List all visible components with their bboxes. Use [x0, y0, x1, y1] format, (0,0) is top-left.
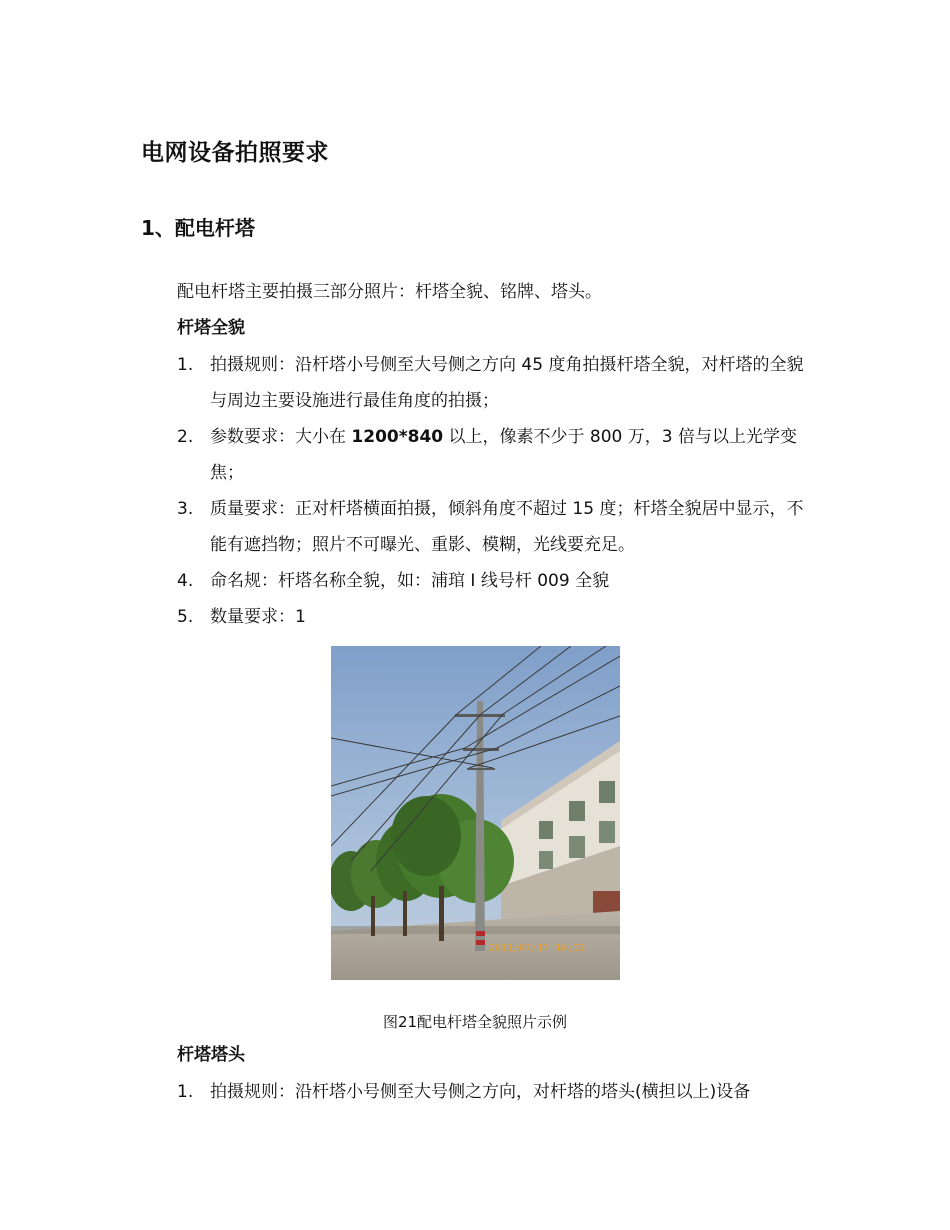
list-item: [177, 1074, 817, 1110]
list-item: [177, 347, 817, 419]
list-item-text: 质量要求：正对杆塔横面拍摄，倾斜角度不超过 15 度；杆塔全貌居中显示，不能有遮挡物；照片不可曝光、重影、模糊，光线要充足。: [210, 499, 804, 555]
list-item-number: 1.: [177, 355, 194, 375]
list-item-number: 4.: [177, 571, 194, 591]
section-heading: 1、配电杆塔: [141, 216, 255, 240]
photo-timestamp: 2011/07/17 16:32: [489, 943, 586, 954]
list-item-text-post: 以上，像素不少于 800 万，3 倍与以上光学变焦；: [210, 427, 797, 483]
intro-paragraph: 配电杆塔主要拍摄三部分照片：杆塔全貌、铭牌、塔头。: [177, 282, 602, 302]
tower-head-rules-list: [177, 1074, 817, 1110]
subsection-heading-tower-head: 杆塔塔头: [177, 1045, 245, 1065]
utility-pole-photo: [331, 646, 620, 980]
figure-caption: 图21配电杆塔全貌照片示例: [382, 1013, 568, 1031]
list-item-text: 拍摄规则：沿杆塔小号侧至大号侧之方向 45 度角拍摄杆塔全貌，对杆塔的全貌与周边主要设施进行最佳角度的拍摄；: [210, 355, 804, 411]
list-item: [177, 563, 817, 599]
list-item-text-pre: 参数要求：大小在: [210, 427, 352, 447]
list-item: [177, 491, 817, 563]
list-item-text: 命名规：杆塔名称全貌，如：浦琯 I 线号杆 009 全貌: [210, 571, 610, 591]
list-item-text: 数量要求：1: [210, 607, 306, 627]
list-item-text-bold: 1200*840: [351, 427, 444, 447]
list-item-text: 拍摄规则：沿杆塔小号侧至大号侧之方向，对杆塔的塔头(横担以上)设备: [210, 1082, 751, 1102]
overview-rules-list: [177, 347, 817, 635]
list-item-number: 5.: [177, 607, 194, 627]
list-item: [177, 419, 817, 491]
list-item-number: 1.: [177, 1082, 194, 1102]
document-title: 电网设备拍照要求: [141, 140, 329, 166]
list-item-number: 3.: [177, 499, 194, 519]
list-item-number: 2.: [177, 427, 194, 447]
subsection-heading-overview: 杆塔全貌: [177, 318, 245, 338]
list-item: [177, 599, 817, 635]
